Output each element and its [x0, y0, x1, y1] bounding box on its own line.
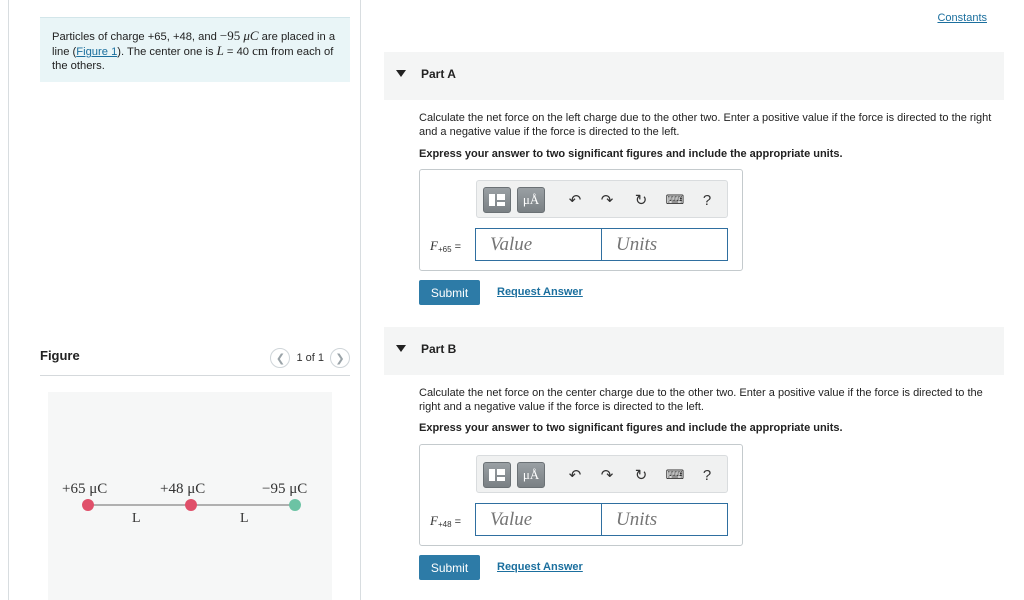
figure-pager [270, 348, 350, 368]
undo-icon[interactable]: ↶ [568, 467, 582, 484]
problem-text-after: ). The center one is [117, 46, 217, 58]
units-button[interactable] [517, 462, 545, 488]
var-subscript: +48 [437, 520, 452, 529]
figure-header [40, 344, 350, 376]
charge-dot-positive-left [82, 499, 94, 511]
part-b-request-answer-link[interactable]: Request Answer [497, 561, 583, 573]
part-a-math-toolbar [476, 180, 728, 218]
constants-link[interactable]: Constants [937, 12, 987, 24]
part-a-answer-box [419, 169, 743, 271]
part-b-value-input[interactable] [475, 503, 602, 536]
var-symbol: F [430, 513, 438, 528]
equals-sign: = [454, 241, 462, 253]
templates-icon [488, 192, 506, 208]
help-icon[interactable]: ? [702, 466, 712, 484]
L-unit: cm [252, 43, 269, 58]
part-a-units-input[interactable] [601, 228, 728, 261]
neg-charge: −95 [219, 28, 241, 43]
charge-label-3: −95 μC [262, 481, 308, 497]
problem-statement [40, 17, 350, 82]
part-b-header[interactable] [384, 327, 1004, 375]
charge-dot-negative-right [289, 499, 301, 511]
reset-icon[interactable]: ↻ [634, 467, 648, 484]
part-b-submit-button[interactable]: Submit [419, 555, 480, 580]
part-b-units-input[interactable] [601, 503, 728, 536]
problem-text: Particles of charge +65, +48, and [52, 31, 220, 43]
figure-title: Figure [40, 348, 80, 363]
keyboard-icon[interactable]: ⌨ [665, 192, 685, 207]
part-b-variable [430, 513, 461, 529]
part-a-instruction: Express your answer to two significant figures and include the appropriate units. [419, 148, 843, 160]
prev-figure-button[interactable] [270, 348, 290, 368]
part-a-header[interactable] [384, 52, 1004, 100]
problem-text-end: from each of the others. [52, 46, 334, 72]
right-panel [362, 0, 1024, 600]
part-a-value-input[interactable] [475, 228, 602, 261]
templates-button[interactable] [483, 462, 511, 488]
keyboard-icon[interactable]: ⌨ [665, 467, 685, 482]
charge-label-2: +48 μC [160, 481, 206, 497]
templates-icon [488, 467, 506, 483]
L-symbol: L [216, 43, 224, 58]
part-b-answer-box [419, 444, 743, 546]
part-b-instruction: Express your answer to two significant figures and include the appropriate units. [419, 422, 843, 434]
units-icon: μÅ [522, 192, 540, 207]
var-subscript: +65 [437, 245, 452, 254]
units-button[interactable] [517, 187, 545, 213]
reset-icon[interactable]: ↻ [634, 192, 648, 209]
equals-sign: = [454, 516, 462, 528]
part-b-question: Calculate the net force on the center charge due to the other two. Enter a positive value if the force is directed to the right and a negative value if the force is directed to the left. [419, 387, 983, 413]
units-icon: μÅ [522, 467, 540, 482]
part-a-submit-button[interactable]: Submit [419, 280, 480, 305]
spacing-label-2: L [240, 511, 249, 526]
redo-icon[interactable]: ↷ [600, 467, 614, 484]
pager-text: 1 of 1 [296, 352, 324, 364]
problem-text-mid: are placed in a line ( [52, 31, 336, 58]
charge-label-1: +65 μC [62, 481, 108, 497]
chevron-left-icon: ❮ [275, 352, 286, 365]
figure-link[interactable]: Figure 1 [76, 46, 118, 58]
charges-figure [48, 460, 348, 540]
next-figure-button[interactable] [330, 348, 350, 368]
spacing-label-1: L [132, 511, 141, 526]
var-symbol: F [430, 238, 438, 253]
charge-unit: μC [243, 28, 259, 43]
part-a-question: Calculate the net force on the left charge due to the other two. Enter a positive value if the force is directed to the right and a negative value if the force is directed to the left. [419, 112, 992, 138]
charge-dot-positive-center [185, 499, 197, 511]
redo-icon[interactable]: ↷ [600, 192, 614, 209]
L-value: = 40 [223, 46, 253, 58]
templates-button[interactable] [483, 187, 511, 213]
part-a-request-answer-link[interactable]: Request Answer [497, 286, 583, 298]
part-a-variable [430, 238, 461, 254]
collapse-triangle-icon [396, 70, 406, 77]
collapse-triangle-icon [396, 345, 406, 352]
chevron-right-icon: ❯ [335, 352, 345, 365]
help-icon[interactable]: ? [702, 191, 712, 209]
part-b-math-toolbar [476, 455, 728, 493]
undo-icon[interactable]: ↶ [568, 192, 582, 209]
part-a-title: Part A [421, 67, 456, 81]
part-b-title: Part B [421, 342, 457, 356]
